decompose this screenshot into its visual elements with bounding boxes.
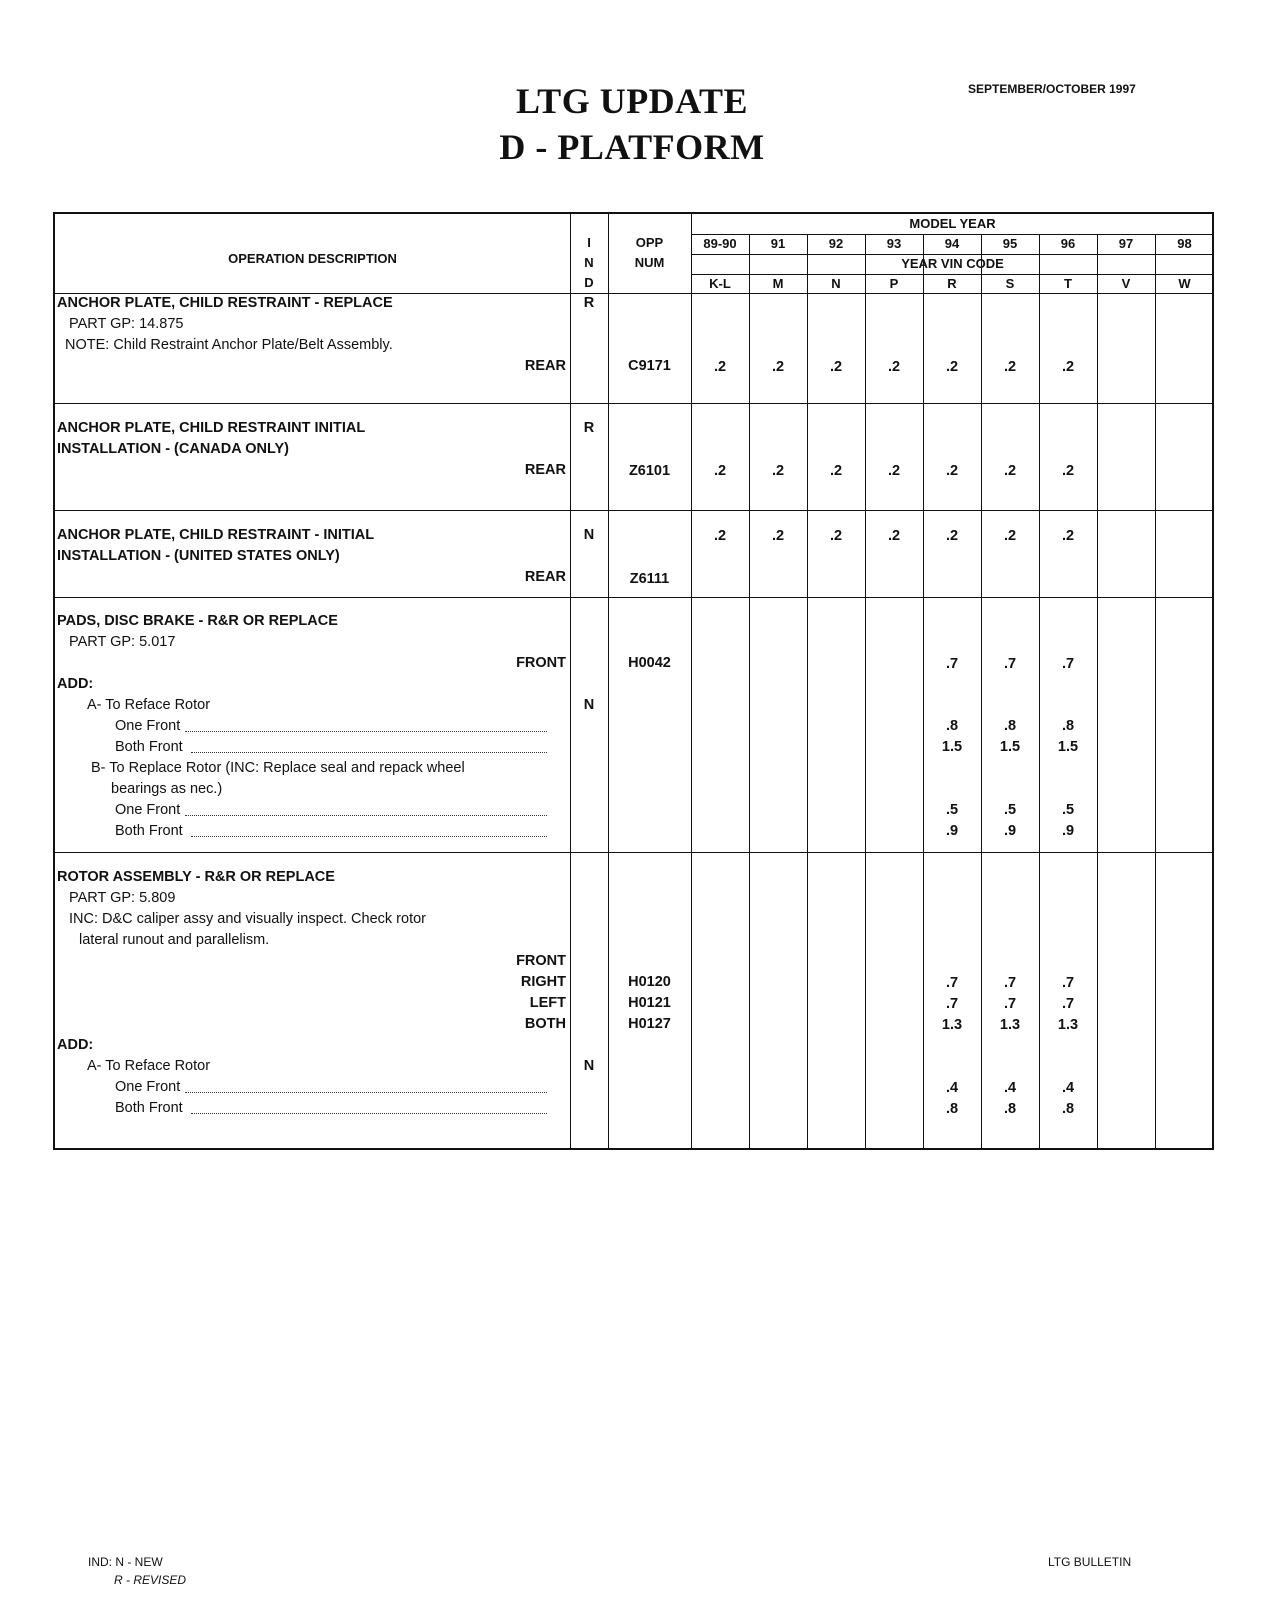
- ind-code: N: [583, 697, 595, 713]
- position-label: BOTH: [524, 1016, 566, 1032]
- labor-value: .2: [887, 359, 901, 375]
- opp-number: H0120: [628, 974, 671, 990]
- labor-value: .5: [1003, 802, 1017, 818]
- labor-value: 1.3: [999, 1017, 1021, 1033]
- model-year-label: MODEL YEAR: [909, 216, 996, 231]
- vin-code: R: [947, 276, 957, 291]
- operation-title: PADS, DISC BRAKE - R&R OR REPLACE: [57, 613, 338, 629]
- ind-code: R: [583, 295, 595, 311]
- year-header: 95: [1002, 236, 1018, 251]
- operation-title: ROTOR ASSEMBLY - R&R OR REPLACE: [57, 869, 335, 885]
- labor-value: 1.3: [1057, 1017, 1079, 1033]
- labor-value: .2: [829, 463, 843, 479]
- labor-value: .2: [713, 463, 727, 479]
- labor-value: .2: [945, 463, 959, 479]
- position-label: REAR: [524, 358, 566, 374]
- year-header: 93: [886, 236, 902, 251]
- position-label: REAR: [524, 569, 566, 585]
- add-item: bearings as nec.): [111, 781, 223, 797]
- add-label: ADD:: [57, 676, 94, 692]
- labor-value: .8: [1003, 718, 1017, 734]
- column-header-operation: OPERATION DESCRIPTION: [228, 251, 397, 266]
- labor-value: .2: [829, 359, 843, 375]
- column-header-ind: I: [587, 235, 591, 250]
- opp-number: H0042: [628, 655, 671, 671]
- year-header: 89-90: [703, 236, 737, 251]
- year-header: 97: [1118, 236, 1134, 251]
- legend-new: IND: N - NEW: [88, 1555, 163, 1569]
- labor-value: .9: [1003, 823, 1017, 839]
- sub-item-label: One Front: [115, 802, 181, 818]
- bulletin-date: SEPTEMBER/OCTOBER 1997: [968, 82, 1136, 96]
- vin-code-label: YEAR VIN CODE: [901, 256, 1004, 271]
- inc-text: INC: D&C caliper assy and visually inspect. Check rotor: [69, 911, 426, 927]
- vin-code: P: [889, 276, 899, 291]
- labor-value: 1.5: [1057, 739, 1079, 755]
- labor-value: .8: [945, 718, 959, 734]
- vin-code: K-L: [709, 276, 731, 291]
- operation-title: INSTALLATION - (UNITED STATES ONLY): [57, 548, 340, 564]
- opp-number: Z6111: [629, 571, 670, 587]
- sub-item-label: Both Front: [115, 1100, 183, 1116]
- labor-value: .7: [1061, 996, 1075, 1012]
- labor-value: .7: [1061, 975, 1075, 991]
- labor-value: .7: [945, 996, 959, 1012]
- vin-code: T: [1064, 276, 1072, 291]
- ind-code: N: [583, 527, 595, 543]
- column-header-opp: NUM: [634, 255, 665, 270]
- labor-value: 1.5: [941, 739, 963, 755]
- opp-number: Z6101: [628, 463, 671, 479]
- part-group: PART GP: 5.809: [69, 890, 176, 906]
- sub-item-label: One Front: [115, 1079, 181, 1095]
- vin-code: W: [1178, 276, 1191, 291]
- sub-item-label: Both Front: [115, 823, 183, 839]
- legend-revised: R - REVISED: [114, 1573, 187, 1587]
- vin-code: M: [772, 276, 784, 291]
- labor-value: .5: [1061, 802, 1075, 818]
- opp-number: H0127: [628, 1016, 671, 1032]
- labor-value: .9: [945, 823, 959, 839]
- labor-value: .7: [945, 975, 959, 991]
- opp-number: H0121: [628, 995, 671, 1011]
- labor-value: .5: [945, 802, 959, 818]
- labor-value: .2: [771, 359, 785, 375]
- labor-value: .8: [945, 1101, 959, 1117]
- column-header-ind: D: [584, 275, 594, 290]
- operation-title: ANCHOR PLATE, CHILD RESTRAINT - REPLACE: [57, 295, 393, 311]
- labor-value: .4: [1061, 1080, 1075, 1096]
- sub-item-label: One Front: [115, 718, 181, 734]
- add-item: A- To Reface Rotor: [87, 697, 211, 713]
- ind-code: N: [583, 1058, 595, 1074]
- labor-value: .4: [945, 1080, 959, 1096]
- operation-title: ANCHOR PLATE, CHILD RESTRAINT INITIAL: [57, 420, 366, 436]
- position-label: RIGHT: [520, 974, 566, 990]
- position-label: FRONT: [516, 655, 566, 671]
- operation-title: ANCHOR PLATE, CHILD RESTRAINT - INITIAL: [57, 527, 375, 543]
- labor-value: .2: [945, 528, 959, 544]
- add-item: B- To Replace Rotor (INC: Replace seal and repack wheel: [91, 760, 465, 776]
- position-label: FRONT: [516, 953, 566, 969]
- labor-value: .8: [1061, 1101, 1075, 1117]
- labor-value: .8: [1061, 718, 1075, 734]
- labor-value: .2: [771, 528, 785, 544]
- column-header-opp: OPP: [635, 235, 664, 250]
- position-label: LEFT: [529, 995, 566, 1011]
- labor-value: .2: [713, 359, 727, 375]
- labor-value: .2: [887, 528, 901, 544]
- labor-value: 1.3: [941, 1017, 963, 1033]
- year-header: 96: [1060, 236, 1076, 251]
- year-header: 98: [1177, 236, 1192, 251]
- labor-value: .4: [1003, 1080, 1017, 1096]
- labor-value: .9: [1061, 823, 1075, 839]
- labor-value: .2: [1003, 463, 1017, 479]
- add-label: ADD:: [57, 1037, 94, 1053]
- page-subtitle: D - PLATFORM: [499, 127, 765, 167]
- labor-time-table: [53, 212, 1214, 1150]
- ind-code: R: [583, 420, 595, 436]
- page-title: LTG UPDATE: [515, 81, 749, 121]
- labor-value: .2: [1061, 463, 1075, 479]
- labor-value: .2: [771, 463, 785, 479]
- year-header: 91: [770, 236, 786, 251]
- labor-value: .8: [1003, 1101, 1017, 1117]
- bulletin-label: LTG BULLETIN: [1048, 1555, 1132, 1569]
- part-group: PART GP: 14.875: [69, 316, 184, 332]
- vin-code: V: [1121, 276, 1131, 291]
- operation-note: NOTE: Child Restraint Anchor Plate/Belt Assembly.: [65, 337, 393, 353]
- year-header: 94: [944, 236, 960, 251]
- labor-value: .2: [1003, 528, 1017, 544]
- operation-title: INSTALLATION - (CANADA ONLY): [57, 441, 289, 457]
- inc-text: lateral runout and parallelism.: [79, 932, 270, 948]
- year-header: 92: [828, 236, 844, 251]
- labor-value: 1.5: [999, 739, 1021, 755]
- part-group: PART GP: 5.017: [69, 634, 176, 650]
- column-header-ind: N: [584, 255, 594, 270]
- labor-value: .2: [887, 463, 901, 479]
- labor-value: .7: [1003, 656, 1017, 672]
- sub-item-label: Both Front: [115, 739, 183, 755]
- position-label: REAR: [524, 462, 566, 478]
- opp-number: C9171: [628, 358, 671, 374]
- labor-value: .2: [829, 528, 843, 544]
- labor-value: .7: [945, 656, 959, 672]
- labor-value: .2: [945, 359, 959, 375]
- labor-value: .2: [1003, 359, 1017, 375]
- add-item: A- To Reface Rotor: [87, 1058, 211, 1074]
- labor-value: .2: [1061, 359, 1075, 375]
- labor-value: .7: [1061, 656, 1075, 672]
- labor-value: .7: [1003, 996, 1017, 1012]
- labor-value: .2: [713, 528, 727, 544]
- vin-code: S: [1005, 276, 1015, 291]
- vin-code: N: [831, 276, 841, 291]
- labor-value: .2: [1061, 528, 1075, 544]
- labor-value: .7: [1003, 975, 1017, 991]
